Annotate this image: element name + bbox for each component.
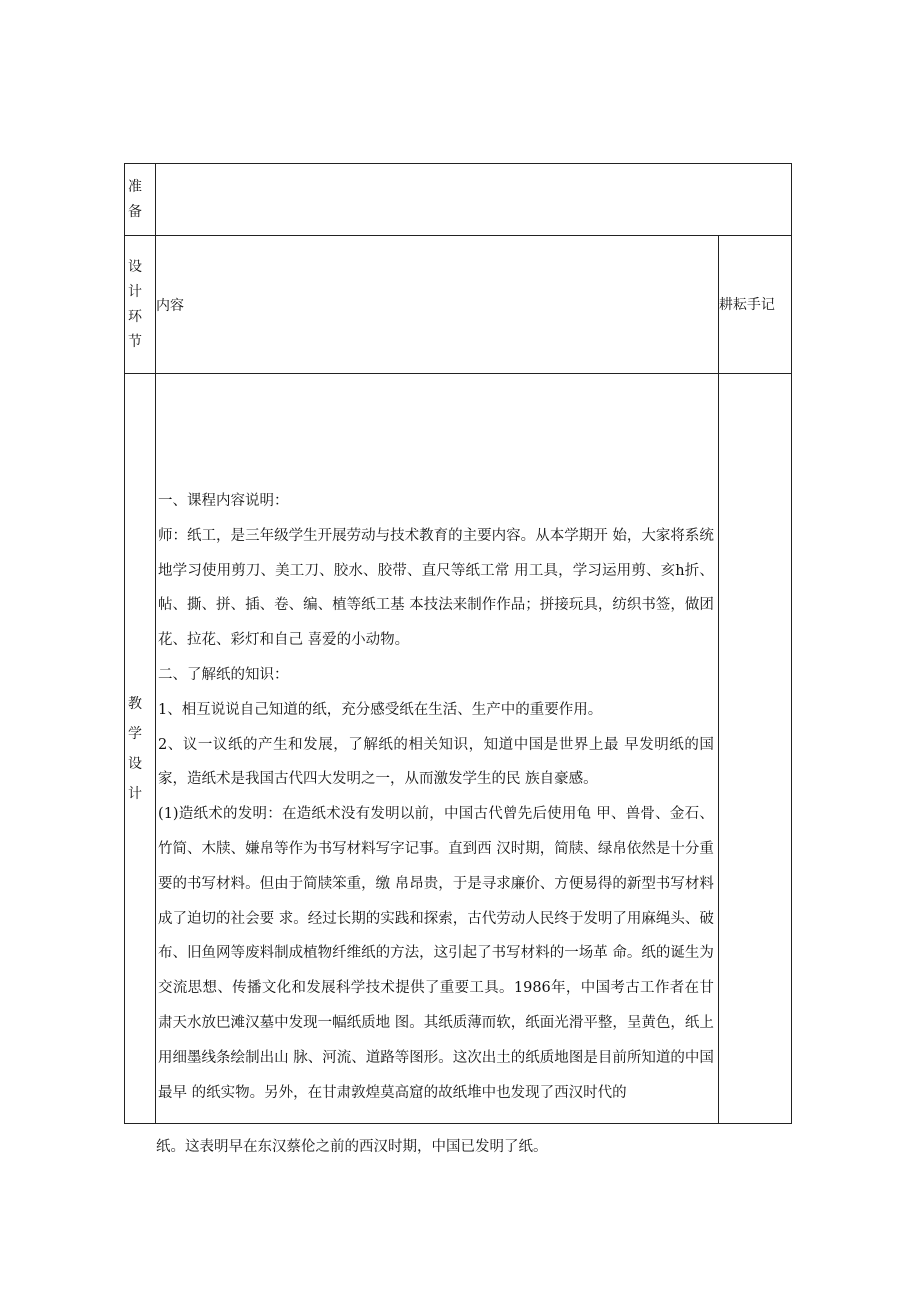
paragraph: (1)造纸术的发明：在造纸术没有发明以前，中国古代曾先后使用龟 甲、兽骨、金石、竹简、木牍、嫌帛等作为书写材料写字记事。直到西 汉时期，简牍、绿帛依然是十分重要的书写材料。但由于简牍笨重，缴 帛昂贵，于是寻求廉价、方便易得的新型书写材料成了迫切的社会要 求。经过长期的实践和探索，古代劳动人民终于发明了用麻绳头、破 布、旧鱼网等废料制成植物纤维纸的方法，这引起了书写材料的一场革 命。纸的诞生为交流思想、传播文化和发展科学技术提供了重要工具。1986年，中国考古工作者在甘肃天水放巴滩汉墓中发现一幅纸质地 图。其纸质薄而软，纸面光滑平整，呈黄色，纸上用细墨线条绘制出山 脉、河流、道路等图形。这次出土的纸质地图是目前所知道的中国最早 的纸实物。另外，在甘肃敦煌莫高窟的故纸堆中也发现了西汉时代的 bbox=[158, 806, 714, 1101]
prep-label: 准 备 bbox=[128, 178, 142, 220]
paragraph: 师：纸工，是三年级学生开展劳动与技术教育的主要内容。从本学期开 始，大家将系统地学习使用剪刀、美工刀、胶水、胶带、直尺等纸工常 用工具，学习运用剪、亥h折、帖、撕、拼、插、卷、编、植等纸工基 本技法来制作作品；拼接玩具，纺织书签，做团花、拉花、彩灯和自己 喜爱的小动物。 bbox=[158, 527, 714, 649]
section-label-cell bbox=[125, 236, 156, 374]
paragraph: 一、课程内容说明： bbox=[158, 493, 289, 509]
content-label: 内容 bbox=[156, 297, 185, 314]
lesson-plan-table bbox=[124, 163, 792, 1124]
paragraph: 2、议一议纸的产生和发展，了解纸的相关知识，知道中国是世界上最 早发明纸的国家，造纸术是我国古代四大发明之一，从而激发学生的民 族自豪感。 bbox=[158, 736, 714, 788]
trailing-text: 纸。这表明早在东汉蔡伦之前的西汉时期，中国已发明了纸。 bbox=[156, 1139, 548, 1155]
teaching-notes-cell bbox=[718, 374, 791, 1124]
teaching-body bbox=[158, 484, 714, 1110]
section-label: 设 计 环 节 bbox=[128, 258, 142, 350]
paragraph: 1、相互说说自己知道的纸，充分感受纸在生活、生产中的重要作用。 bbox=[158, 701, 603, 718]
row-preparation bbox=[125, 164, 792, 236]
row-teaching bbox=[125, 374, 792, 1124]
notes-label: 耕耘手记 bbox=[718, 296, 775, 313]
teaching-label-cell bbox=[125, 374, 156, 1124]
prep-content-cell bbox=[156, 164, 792, 236]
row-header bbox=[125, 236, 792, 374]
paragraph: 二、了解纸的知识： bbox=[158, 666, 289, 683]
prep-label-cell bbox=[125, 164, 156, 236]
teaching-label: 教 学 设 计 bbox=[128, 695, 142, 802]
teaching-content-cell bbox=[156, 374, 719, 1124]
notes-header-cell bbox=[718, 236, 791, 374]
content-header-cell bbox=[156, 236, 719, 374]
